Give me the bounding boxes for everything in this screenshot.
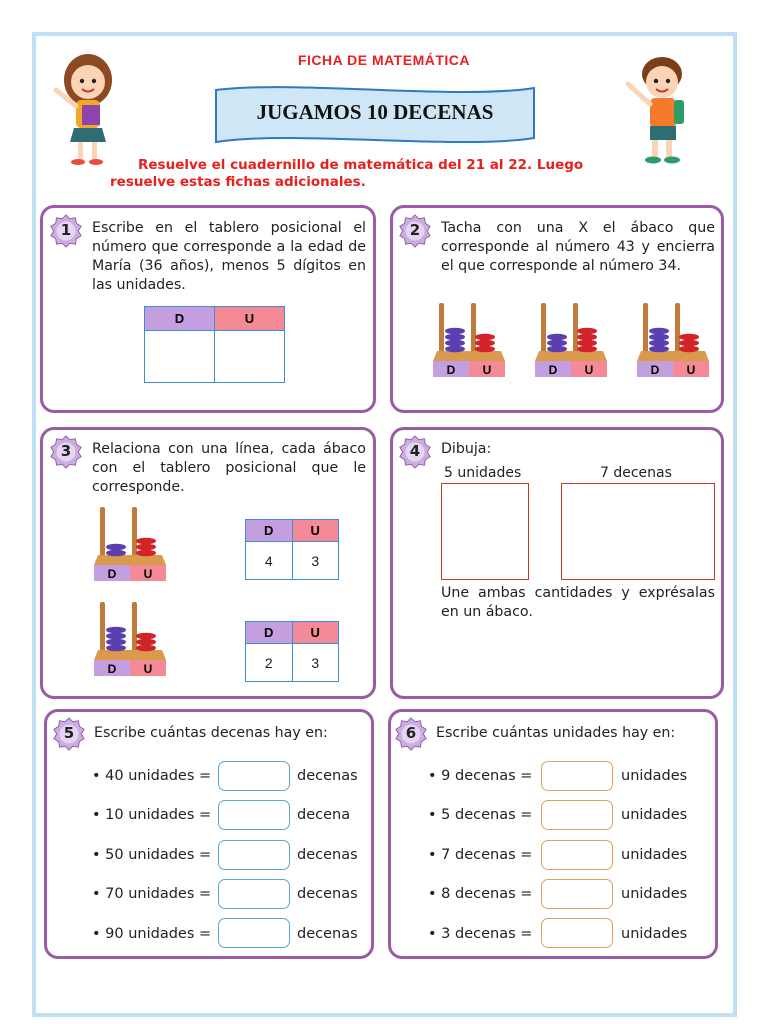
- question-5-badge: [52, 717, 86, 751]
- question-5-title: Escribe cuántas decenas hay en:: [94, 725, 328, 741]
- question-3-number: 3: [60, 442, 72, 460]
- abacus-label-d: D: [107, 662, 117, 676]
- question-3-badge: [49, 435, 83, 469]
- q5-answer-4[interactable]: [218, 879, 290, 909]
- cell-d-input[interactable]: [145, 331, 215, 383]
- q5-answer-3[interactable]: [218, 840, 290, 870]
- question-4-number: 4: [409, 442, 421, 460]
- worksheet-title: FICHA DE MATEMÁTICA: [297, 52, 471, 68]
- q6-row-1-label: • 9 decenas =: [428, 768, 533, 784]
- q5-row-2-label: • 10 unidades =: [92, 807, 212, 823]
- abacus-q3-bottom[interactable]: [94, 597, 166, 679]
- q5-row-3-label: • 50 unidades =: [92, 847, 212, 863]
- q6-row-4-label: • 8 decenas =: [428, 886, 533, 902]
- q6-row-3-label: • 7 decenas =: [428, 847, 533, 863]
- label-7-decenas: 7 decenas: [600, 465, 672, 481]
- header-u: U: [292, 520, 339, 542]
- q5-answer-1[interactable]: [218, 761, 290, 791]
- instruction-line-1: Resuelve el cuadernillo de matemática del 21 al 22. Luego: [138, 157, 584, 173]
- label-5-unidades: 5 unidades: [444, 465, 522, 481]
- q5-row-3-unit: decenas: [297, 847, 358, 863]
- abacus-label-d: D: [650, 363, 660, 377]
- draw-area-tens[interactable]: [561, 483, 715, 580]
- abacus-label-u: U: [482, 363, 492, 377]
- girl-illustration: [48, 50, 126, 168]
- question-2-text: Tacha con una X el ábaco que corresponde al número 43 y encierra el que corresponde al número 34.: [441, 220, 715, 274]
- question-1-badge: [49, 214, 83, 248]
- q5-row-5-label: • 90 unidades =: [92, 926, 212, 942]
- abacus-label-d: D: [446, 363, 456, 377]
- draw-area-units[interactable]: [441, 483, 529, 580]
- q6-row-2-label: • 5 decenas =: [428, 807, 533, 823]
- value-u: 3: [292, 644, 339, 682]
- abacus-label-u: U: [686, 363, 696, 377]
- q6-row-2-unit: unidades: [621, 807, 688, 823]
- header-u: U: [292, 622, 339, 644]
- question-2-number: 2: [409, 221, 421, 239]
- q5-row-5-unit: decenas: [297, 926, 358, 942]
- place-value-table-q3-1[interactable]: [245, 519, 339, 580]
- abacus-label-u: U: [584, 363, 594, 377]
- abacus-c[interactable]: [637, 298, 709, 380]
- q6-row-3-unit: unidades: [621, 847, 688, 863]
- abacus-label-d: D: [107, 567, 117, 581]
- header-d: D: [246, 520, 293, 542]
- question-2-badge: [398, 214, 432, 248]
- q5-row-4-label: • 70 unidades =: [92, 886, 212, 902]
- abacus-label-d: D: [548, 363, 558, 377]
- place-value-table-q3-2[interactable]: [245, 621, 339, 682]
- q6-answer-5[interactable]: [541, 918, 613, 948]
- header-u: U: [215, 307, 285, 331]
- instruction-line-2: resuelve estas fichas adicionales.: [110, 174, 366, 190]
- value-u: 3: [292, 542, 339, 580]
- q5-answer-2[interactable]: [218, 800, 290, 830]
- place-value-table-q1[interactable]: [144, 306, 285, 383]
- question-5-box: [44, 709, 374, 959]
- abacus-b[interactable]: [535, 298, 607, 380]
- boy-illustration: [620, 50, 700, 168]
- value-d: 4: [246, 542, 293, 580]
- question-4-text: Une ambas cantidades y exprésalas en un ábaco.: [441, 585, 715, 620]
- q5-answer-5[interactable]: [218, 918, 290, 948]
- q5-row-4-unit: decenas: [297, 886, 358, 902]
- q6-row-5-label: • 3 decenas =: [428, 926, 533, 942]
- header-d: D: [246, 622, 293, 644]
- question-3-text: Relaciona con una línea, cada ábaco con el tablero posicional que le corresponde.: [92, 441, 366, 495]
- q6-answer-2[interactable]: [541, 800, 613, 830]
- question-6-number: 6: [405, 724, 417, 742]
- question-5-number: 5: [63, 724, 75, 742]
- question-1-text: Escribe en el tablero posicional el número que corresponde a la edad de María (36 años), menos 5 dígitos en las unidades.: [92, 220, 366, 293]
- cell-u-input[interactable]: [215, 331, 285, 383]
- abacus-label-u: U: [143, 662, 153, 676]
- question-6-badge: [394, 717, 428, 751]
- abacus-a[interactable]: [433, 298, 505, 380]
- question-1-number: 1: [60, 221, 72, 239]
- question-6-title: Escribe cuántas unidades hay en:: [436, 725, 676, 741]
- q5-row-1-label: • 40 unidades =: [92, 768, 212, 784]
- banner-title: JUGAMOS 10 DECENAS: [256, 100, 494, 124]
- q6-row-4-unit: unidades: [621, 886, 688, 902]
- abacus-label-u: U: [143, 567, 153, 581]
- abacus-q3-top[interactable]: [94, 502, 166, 584]
- instructions: [110, 157, 630, 191]
- q5-row-2-unit: decena: [297, 807, 351, 823]
- q6-answer-1[interactable]: [541, 761, 613, 791]
- value-d: 2: [246, 644, 293, 682]
- q6-answer-3[interactable]: [541, 840, 613, 870]
- q6-row-1-unit: unidades: [621, 768, 688, 784]
- q6-answer-4[interactable]: [541, 879, 613, 909]
- q6-row-5-unit: unidades: [621, 926, 688, 942]
- question-4-badge: [398, 435, 432, 469]
- q5-row-1-unit: decenas: [297, 768, 358, 784]
- header-d: D: [145, 307, 215, 331]
- question-4-title: Dibuja:: [441, 441, 492, 457]
